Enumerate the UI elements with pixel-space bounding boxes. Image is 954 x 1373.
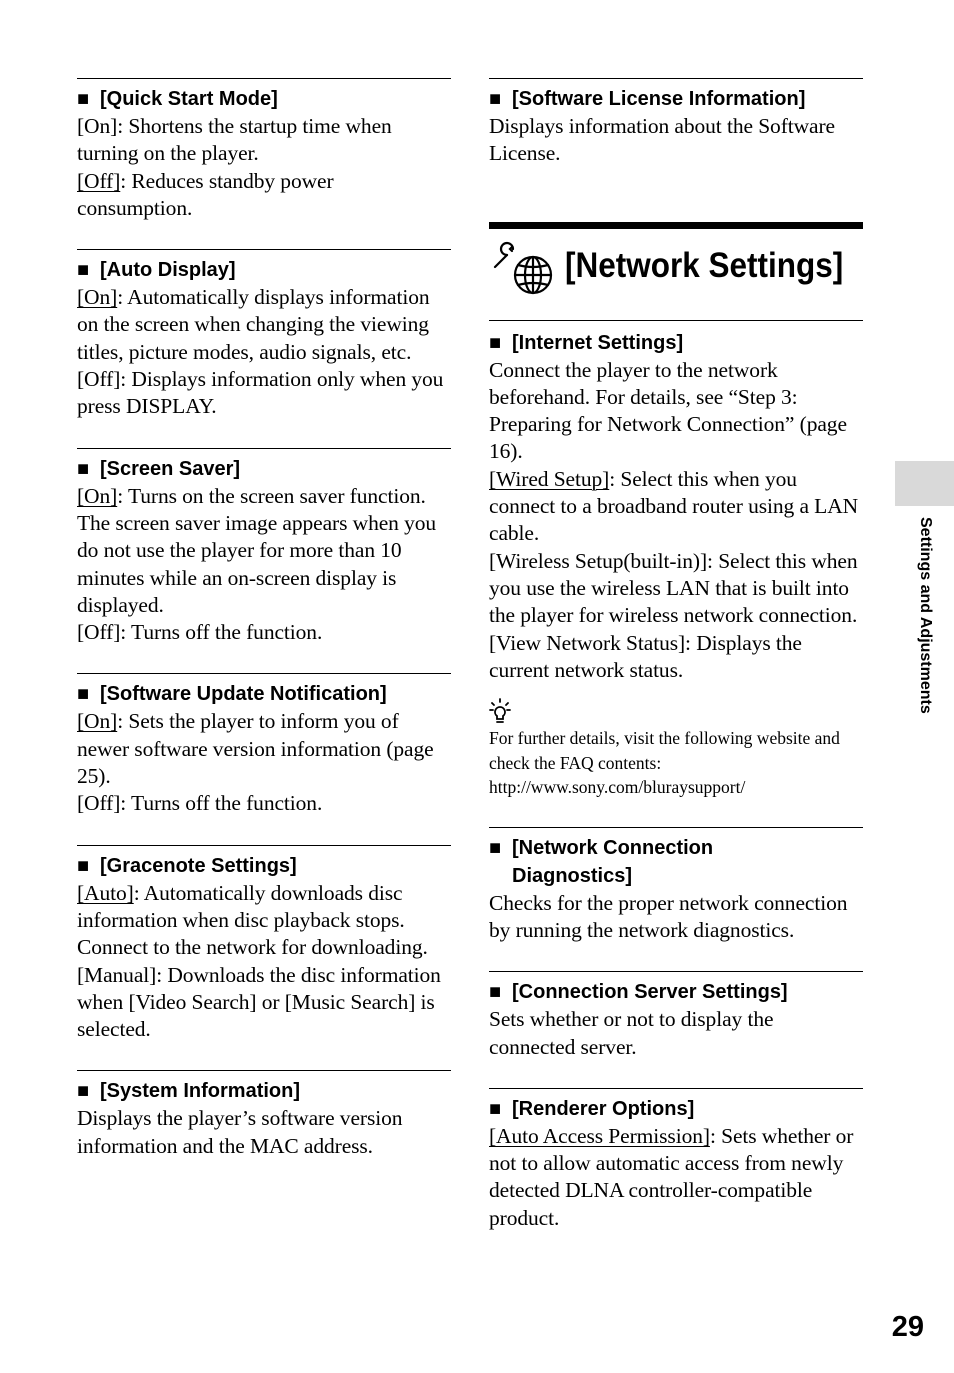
square-bullet-icon: ■ bbox=[77, 259, 90, 282]
page-number: 29 bbox=[891, 1311, 924, 1343]
option-text: [On]: Sets the player to inform you of newer software version information (page 25). bbox=[77, 709, 434, 789]
square-bullet-icon: ■ bbox=[489, 88, 502, 110]
option-text: [Auto]: Automatically downloads disc information when disc playback stops. Connect to the network for downloading. bbox=[77, 880, 428, 960]
square-bullet-icon: ■ bbox=[77, 683, 90, 706]
section-heading: ■ [Auto Display] bbox=[77, 256, 451, 284]
option-text: [Manual]: Downloads the disc information when [Video Search] or [Music Search] is selected. bbox=[77, 962, 441, 1042]
left-column bbox=[77, 78, 451, 1160]
section-heading: ■ [Internet Settings] bbox=[489, 329, 863, 357]
section-heading: ■ [Gracenote Settings] bbox=[77, 852, 451, 880]
option-text: [Off]: Reduces standby power consumption. bbox=[77, 168, 334, 220]
default-option: [Wired Setup] bbox=[489, 466, 610, 491]
support-url: http://www.sony.com/bluraysupport/ bbox=[489, 777, 746, 798]
square-bullet-icon: ■ bbox=[489, 836, 502, 859]
description-text: Displays information about the Software License. bbox=[489, 114, 836, 166]
section-heading: ■ [System Information] bbox=[77, 1077, 451, 1105]
description-text: Connect the player to the network beforehand. For details, see “Step 3: Preparing for Network Connection” (page 16). bbox=[489, 357, 847, 464]
description-text: Displays the player’s software version information and the MAC address. bbox=[77, 1106, 403, 1158]
section-heading: ■ [Renderer Options] bbox=[489, 1095, 863, 1123]
section-heading: ■ [Network Connection Diagnostics] bbox=[489, 834, 863, 890]
square-bullet-icon: ■ bbox=[489, 331, 502, 354]
section-system-information bbox=[77, 1070, 451, 1160]
section-connection-server-settings bbox=[489, 971, 863, 1061]
side-chapter-label: Settings and Adjustments bbox=[917, 517, 934, 714]
section-heading: ■ [Software Update Notification] bbox=[77, 680, 451, 708]
default-option: [Auto Access Permission] bbox=[489, 1123, 710, 1148]
section-screen-saver bbox=[77, 448, 451, 647]
square-bullet-icon: ■ bbox=[77, 1080, 90, 1103]
option-text: [Off]: Turns off the function. bbox=[77, 620, 323, 645]
section-heading: ■ [Screen Saver] bbox=[77, 455, 451, 483]
square-bullet-icon: ■ bbox=[489, 981, 502, 1004]
description-text: Sets whether or not to display the connected server. bbox=[489, 1007, 774, 1059]
section-heading: ■ [Quick Start Mode] bbox=[77, 85, 451, 113]
section-quick-start-mode bbox=[77, 78, 451, 222]
option-text: [On]: Shortens the startup time when turning on the player. bbox=[77, 114, 392, 166]
default-option: [On] bbox=[77, 709, 118, 734]
option-text: [Off]: Turns off the function. bbox=[77, 791, 323, 816]
square-bullet-icon: ■ bbox=[77, 457, 90, 480]
square-bullet-icon: ■ bbox=[77, 854, 90, 877]
section-auto-display bbox=[77, 249, 451, 420]
section-renderer-options bbox=[489, 1088, 863, 1232]
chapter-title: [Network Settings] bbox=[565, 245, 844, 285]
default-option: [Off] bbox=[77, 168, 121, 193]
option-text: [Off]: Displays information only when you press DISPLAY. bbox=[77, 367, 444, 419]
option-text: [Wired Setup]: Select this when you connect to a broadband router using a LAN cable. bbox=[489, 466, 859, 546]
default-option: [On] bbox=[77, 483, 118, 508]
section-gracenote-settings bbox=[77, 845, 451, 1044]
hint-lightbulb-icon bbox=[489, 698, 511, 724]
chapter-heading bbox=[489, 222, 863, 321]
option-text: [Auto Access Permission]: Sets whether or not to allow automatic access from newly detected DLNA controller-compatible product. bbox=[489, 1123, 854, 1230]
section-network-connection-diagnostics bbox=[489, 827, 863, 945]
section-internet-settings bbox=[489, 321, 863, 800]
square-bullet-icon: ■ bbox=[489, 1097, 502, 1120]
default-option: [Auto] bbox=[77, 880, 134, 905]
tip-text: For further details, visit the following website and check the FAQ contents: http://www.sony.com/bluraysupport/ bbox=[489, 728, 840, 798]
option-text: [View Network Status]: Displays the current network status. bbox=[489, 630, 802, 682]
network-settings-icon bbox=[491, 241, 553, 297]
option-text: [Wireless Setup(built-in)]: Select this when you use the wireless LAN that is built into the player for wireless network connection. bbox=[489, 548, 858, 628]
chapter-side-tab bbox=[895, 461, 954, 506]
option-text: [On]: Automatically displays information on the screen when changing the viewing titles, picture modes, audio signals, etc. bbox=[77, 285, 430, 364]
section-heading: ■ [Software License Information] bbox=[489, 85, 863, 113]
section-software-license-information bbox=[489, 78, 863, 168]
right-column bbox=[489, 78, 863, 1232]
default-option: [On] bbox=[77, 285, 118, 310]
option-text: [On]: Turns on the screen saver function. The screen saver image appears when you do not use the player for more than 10 minutes while an on-screen display is displayed. bbox=[77, 483, 437, 617]
section-software-update-notification bbox=[77, 673, 451, 817]
square-bullet-icon: ■ bbox=[77, 88, 90, 110]
description-text: Checks for the proper network connection by running the network diagnostics. bbox=[489, 890, 848, 942]
section-heading: ■ [Connection Server Settings] bbox=[489, 978, 863, 1006]
